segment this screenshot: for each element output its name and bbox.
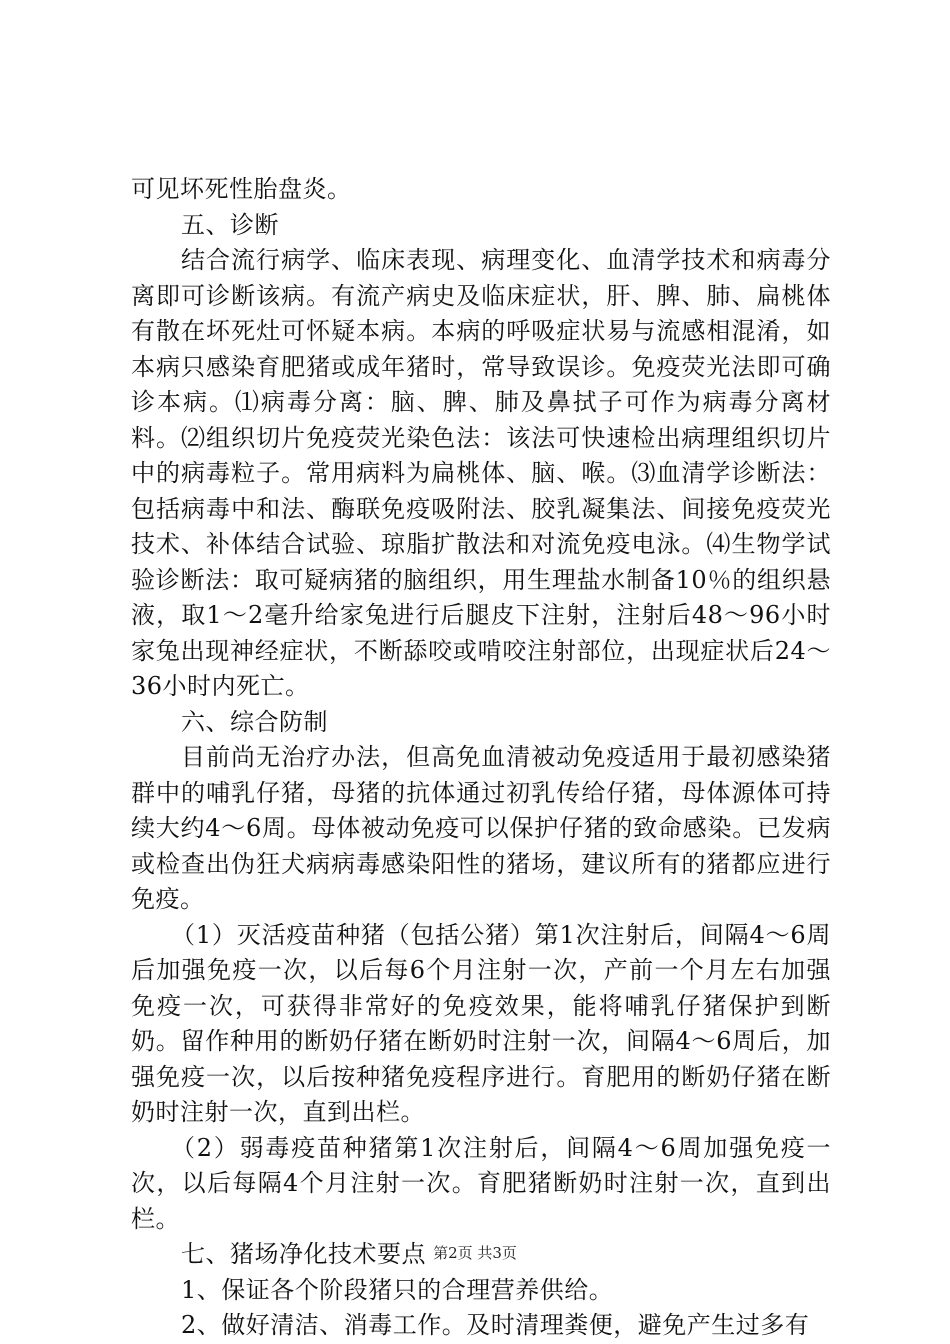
paragraph-attenuated-vaccine: （2）弱毒疫苗种猪第1次注射后，间隔4～6周加强免疫一次，以后每隔4个月注射一次。育肥猪断奶时注射一次，直到出栏。 [131, 1133, 831, 1233]
page-footer: 第2页 共3页 [433, 1244, 517, 1262]
list-item-cleaning: 2、做好清洁、消毒工作。及时清理粪便，避免产生过多有 [181, 1311, 810, 1339]
paragraph-diagnosis: 结合流行病学、临床表现、病理变化、血清学技术和病毒分离即可诊断该病。有流产病史及临床症状，肝、脾、肺、扁桃体有散在坏死灶可怀疑本病。本病的呼吸症状易与流感相混淆，如本病只感染育肥猪或成年猪时，常导致误诊。免疫荧光法即可确诊本病。⑴病毒分离：脑、脾、肺及鼻拭子可作为病毒分离材料。⑵组织切片免疫荧光染色法：该法可快速检出病理组织切片中的病毒粒子。常用病料为扁桃体、脑、喉。⑶血清学诊断法：包括病毒中和法、酶联免疫吸附法、胶乳凝集法、间接免疫荧光技术、补体结合试验、琼脂扩散法和对流免疫电泳。⑷生物学试验诊断法：取可疑病猪的脑组织，用生理盐水制备10％的组织悬液，取1～2毫升给家兔进行后腿皮下注射，注射后48～96小时家兔出现神经症状，不断舔咬或啃咬注射部位，出现症状后24～36小时内死亡。 [131, 246, 831, 700]
section-heading-prevention: 六、综合防制 [181, 707, 328, 736]
list-item-nutrition: 1、保证各个阶段猪只的合理营养供给。 [181, 1275, 614, 1304]
paragraph-prevention: 目前尚无治疗办法，但高免血清被动免疫适用于最初感染猪群中的哺乳仔猪，母猪的抗体通过初乳传给仔猪，母体源体可持续大约4～6周。母体被动免疫可以保护仔猪的致命感染。已发病或检查出伪狂犬病病毒感染阳性的猪场，建议所有的猪都应进行免疫。 [131, 743, 831, 913]
paragraph-continuation: 可见坏死性胎盘炎。 [131, 175, 352, 203]
paragraph-inactivated-vaccine: （1）灭活疫苗种猪（包括公猪）第1次注射后，间隔4～6周后加强免疫一次，以后每6个月注射一次，产前一个月左右加强免疫一次，可获得非常好的免疫效果，能将哺乳仔猪保护到断奶。留作种用的断奶仔猪在断奶时注射一次，间隔4～6周后，加强免疫一次，以后按种猪免疫程序进行。育肥用的断奶仔猪在断奶时注射一次，直到出栏。 [131, 920, 831, 1126]
section-heading-diagnosis: 五、诊断 [181, 210, 279, 239]
section-heading-purification: 七、猪场净化技术要点 [181, 1240, 426, 1268]
document-body [131, 172, 831, 1344]
